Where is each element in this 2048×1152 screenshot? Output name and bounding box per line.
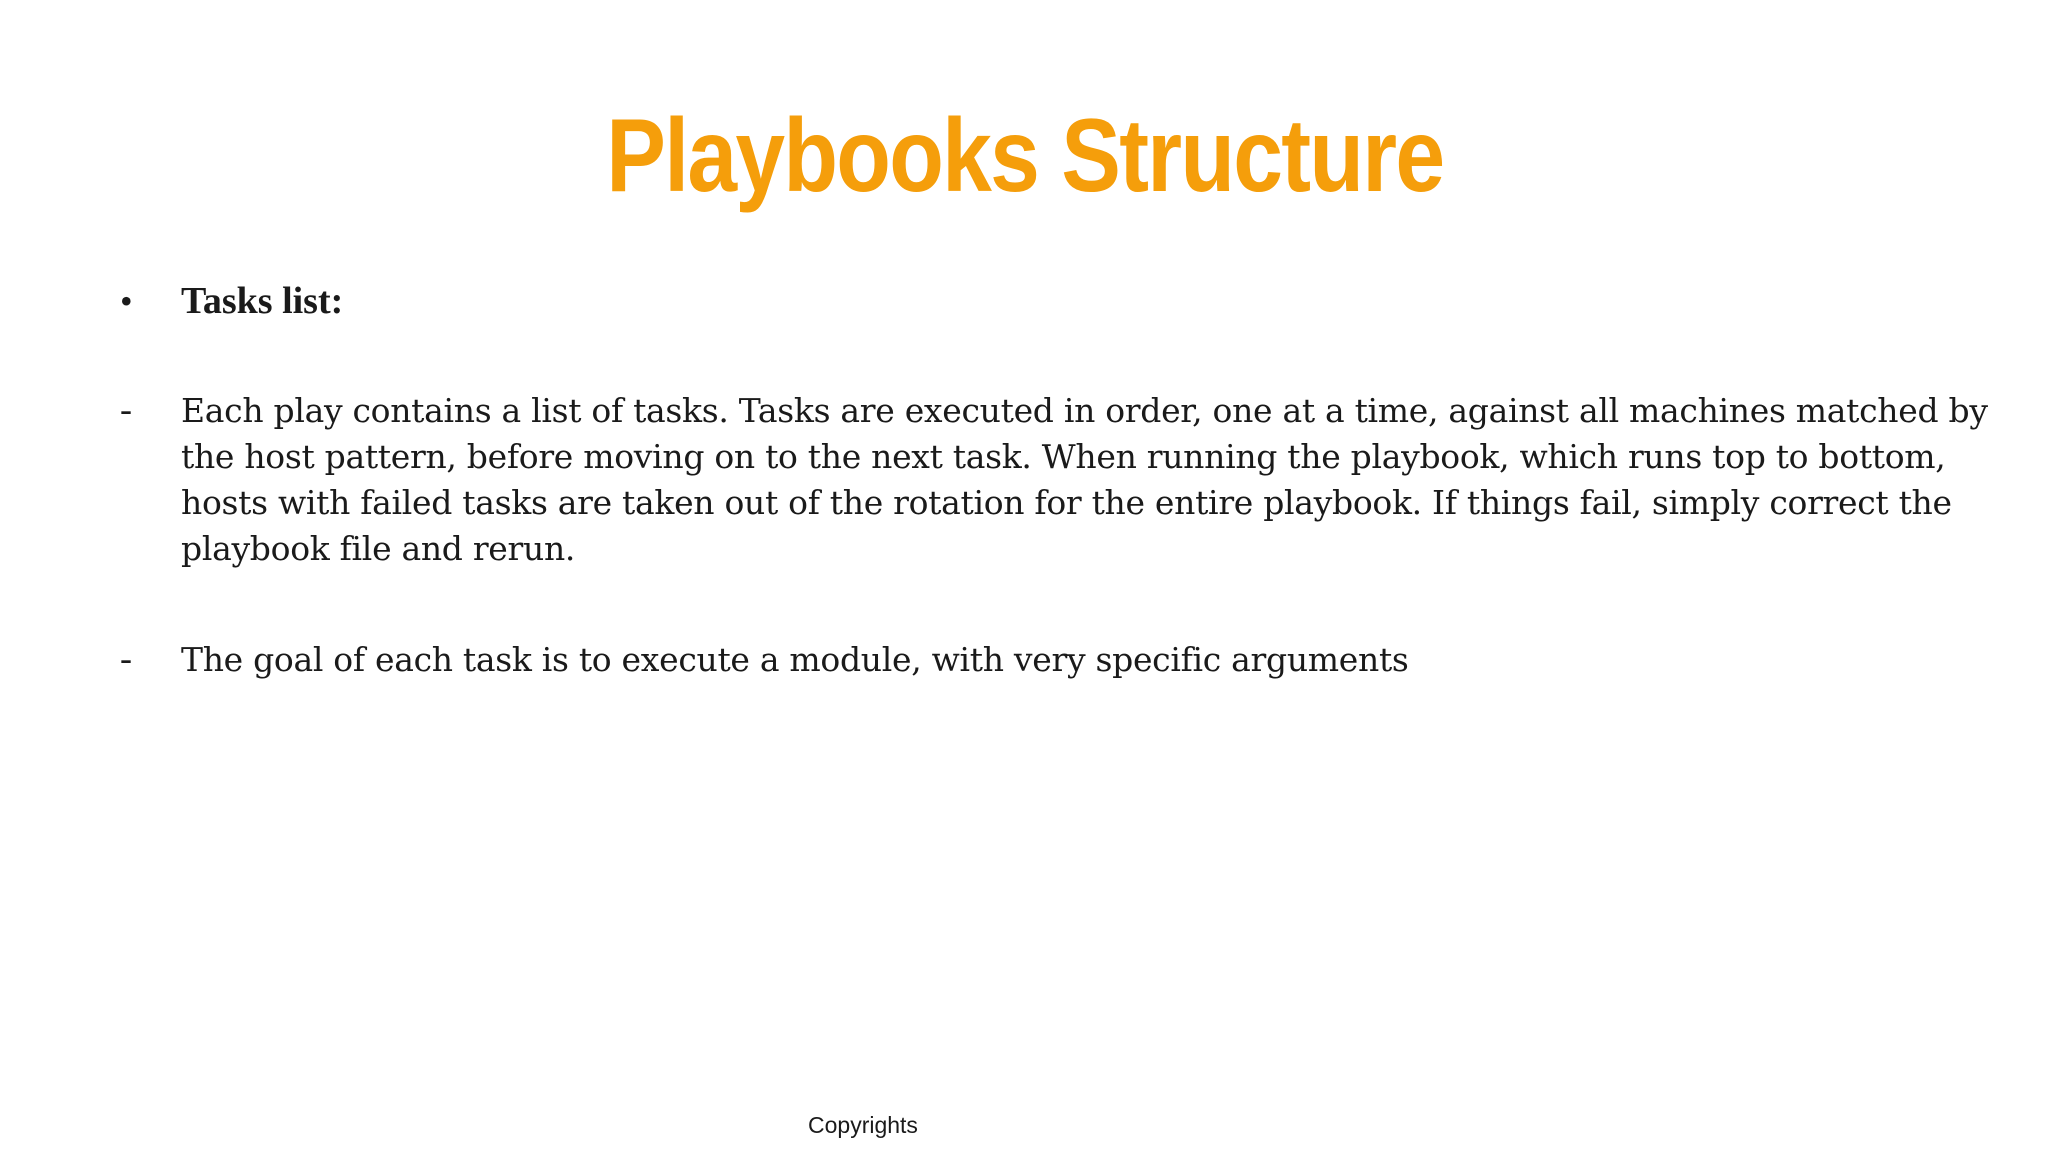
footer-copyrights: Copyrights <box>808 1112 918 1138</box>
dash-marker: - <box>120 389 132 429</box>
text-line: playbook file and rerun. <box>181 529 576 568</box>
text-line: the host pattern, before moving on to the next task. When running the playbook, which runs top to bottom, <box>181 437 1946 476</box>
list-item-text <box>181 637 1961 683</box>
slide-title: Playbooks Structure <box>606 98 1444 214</box>
dash-marker: - <box>120 638 132 678</box>
bullet-marker: • <box>120 281 133 321</box>
list-item-text <box>181 388 1988 572</box>
text-line: hosts with failed tasks are taken out of the rotation for the entire playbook. If things fail, simply correct the <box>181 483 1952 522</box>
text-line: The goal of each task is to execute a module, with very specific arguments <box>181 640 1409 679</box>
heading-label: Tasks list: <box>181 280 344 322</box>
text-line: Each play contains a list of tasks. Tasks are executed in order, one at a time, against all machines matched by <box>181 391 1988 430</box>
